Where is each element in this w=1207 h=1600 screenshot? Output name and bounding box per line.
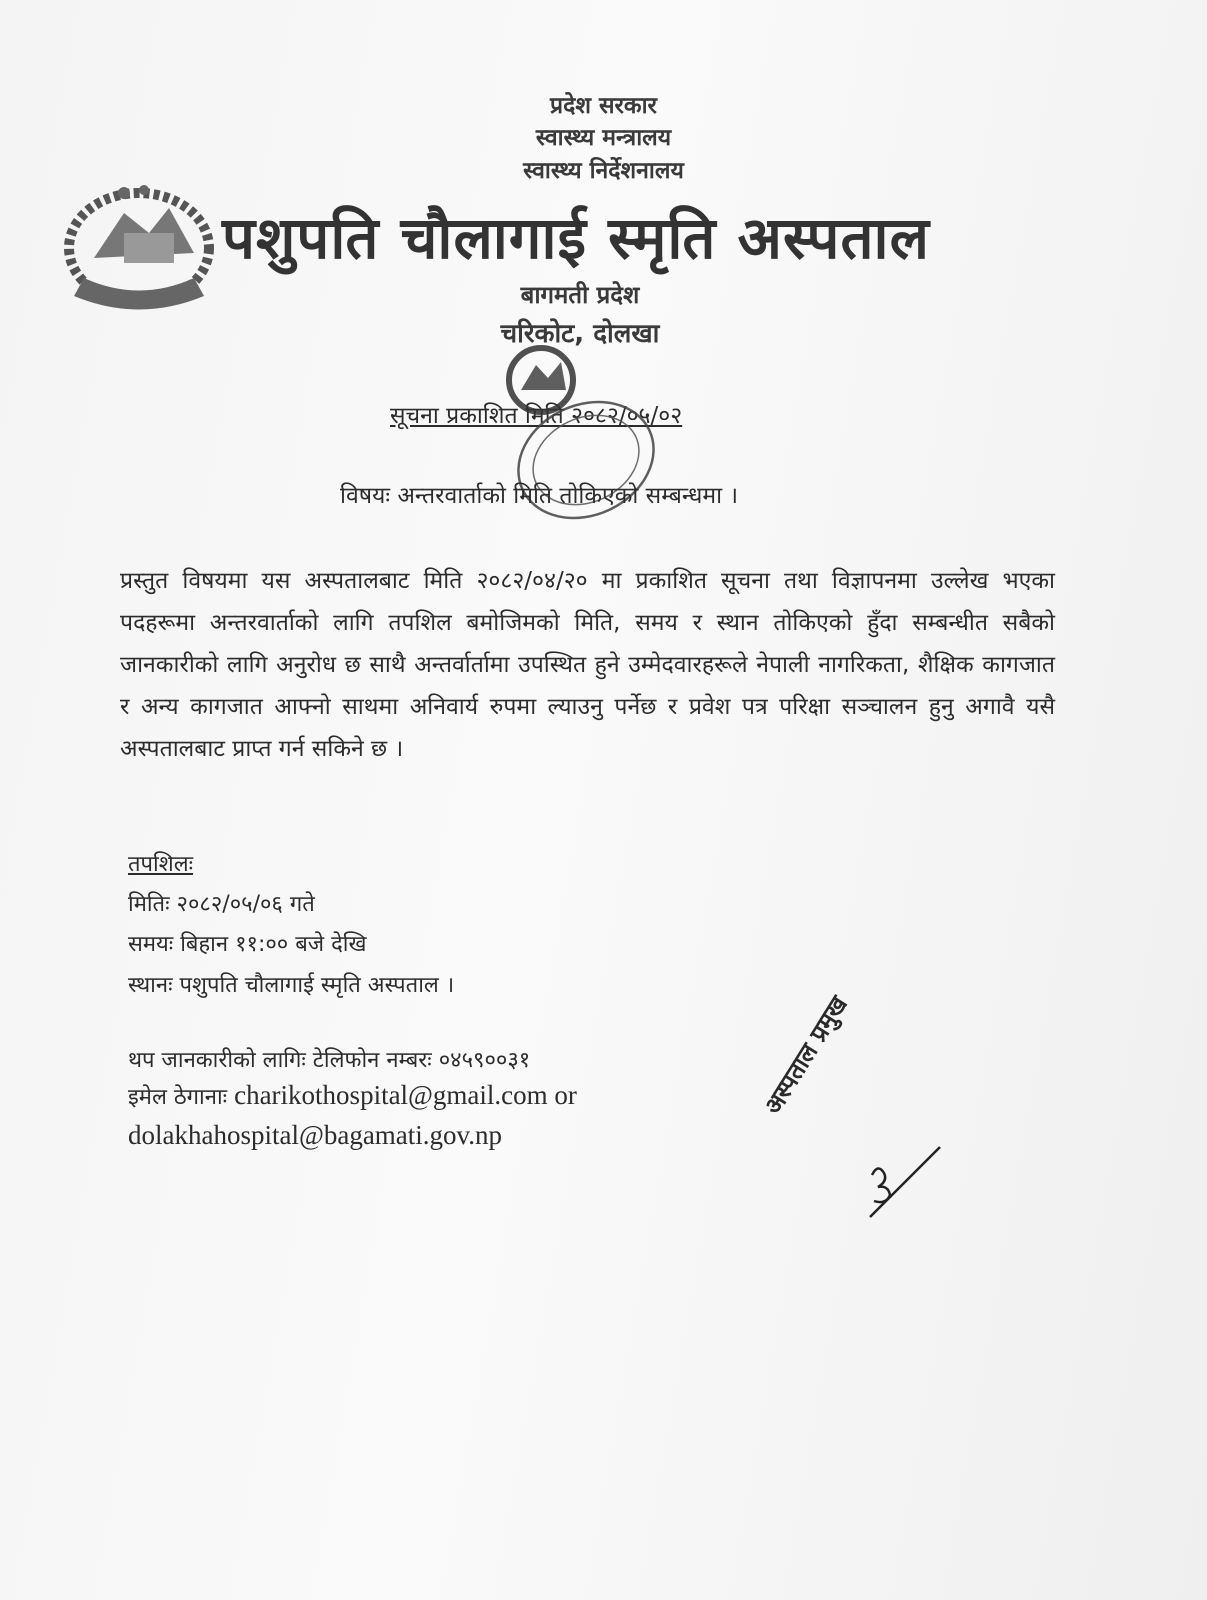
notice-subject: विषयः अन्तरवार्ताको मिति तोकिएको सम्बन्धमा । — [340, 483, 739, 509]
email-label: इमेल ठेगानाः — [128, 1085, 228, 1110]
government-name: प्रदेश सरकार — [550, 93, 657, 119]
interview-place: स्थानः पशुपति चौलागाई स्मृति अस्पताल । — [128, 973, 455, 998]
interview-date: मितिः २०८२/०५/०६ गते — [128, 892, 315, 917]
contact-phone: थप जानकारीको लागिः टेलिफोन नम्बरः ०४५९००३१ — [128, 1048, 531, 1073]
interview-time: समयः बिहान ११:०० बजे देखि — [128, 932, 367, 957]
handwritten-signature-icon — [850, 1135, 960, 1225]
details-heading: तपशिलः — [128, 852, 194, 877]
ministry-name: स्वास्थ्य मन्त्रालय — [535, 125, 672, 151]
signer-title: अस्पताल प्रमुख — [758, 991, 854, 1120]
hospital-address: चरिकोट, दोलखा — [500, 319, 660, 349]
notice-body: प्रस्तुत विषयमा यस अस्पतालबाट मिति २०८२/०४/२० मा प्रकाशित सूचना तथा विज्ञापनमा उल्लेख भएका पदहरूमा अन्तरवार्ताको लागि तपशिल बमोजिमको मिति, समय र स्थान तोकिएको हुँदा सम्बन्धीत सबैको जानकारीको लागि अनुरोध छ साथै अन्तर्वार्तामा उपस्थित हुने उम्मेदवारहरूले नेपाली नागरिकता, शैक्षिक कागजात र अन्य कागजात आफ्नो साथमा अनिवार्य रुपमा ल्याउनु पर्नेछ र प्रवेश पत्र परिक्षा सञ्चालन हुनु अगावै यसै अस्पतालबाट प्राप्त गर्न सकिने छ । — [120, 568, 1055, 762]
hospital-name: पशुपति चौलागाई स्मृति अस्पताल — [222, 204, 930, 272]
province-name: बागमती प्रदेश — [520, 281, 640, 309]
directorate-name: स्वास्थ्य निर्देशनालय — [523, 158, 684, 184]
email-secondary: dolakhahospital@bagamati.gov.np — [128, 1120, 503, 1150]
hospital-round-stamp-icon — [486, 340, 686, 540]
contact-email-line — [128, 1080, 577, 1111]
notice-published-date: सूचना प्रकाशित मिति २०८२/०५/०२ — [390, 403, 683, 429]
email-primary: charikothospital@gmail.com or — [234, 1080, 577, 1110]
